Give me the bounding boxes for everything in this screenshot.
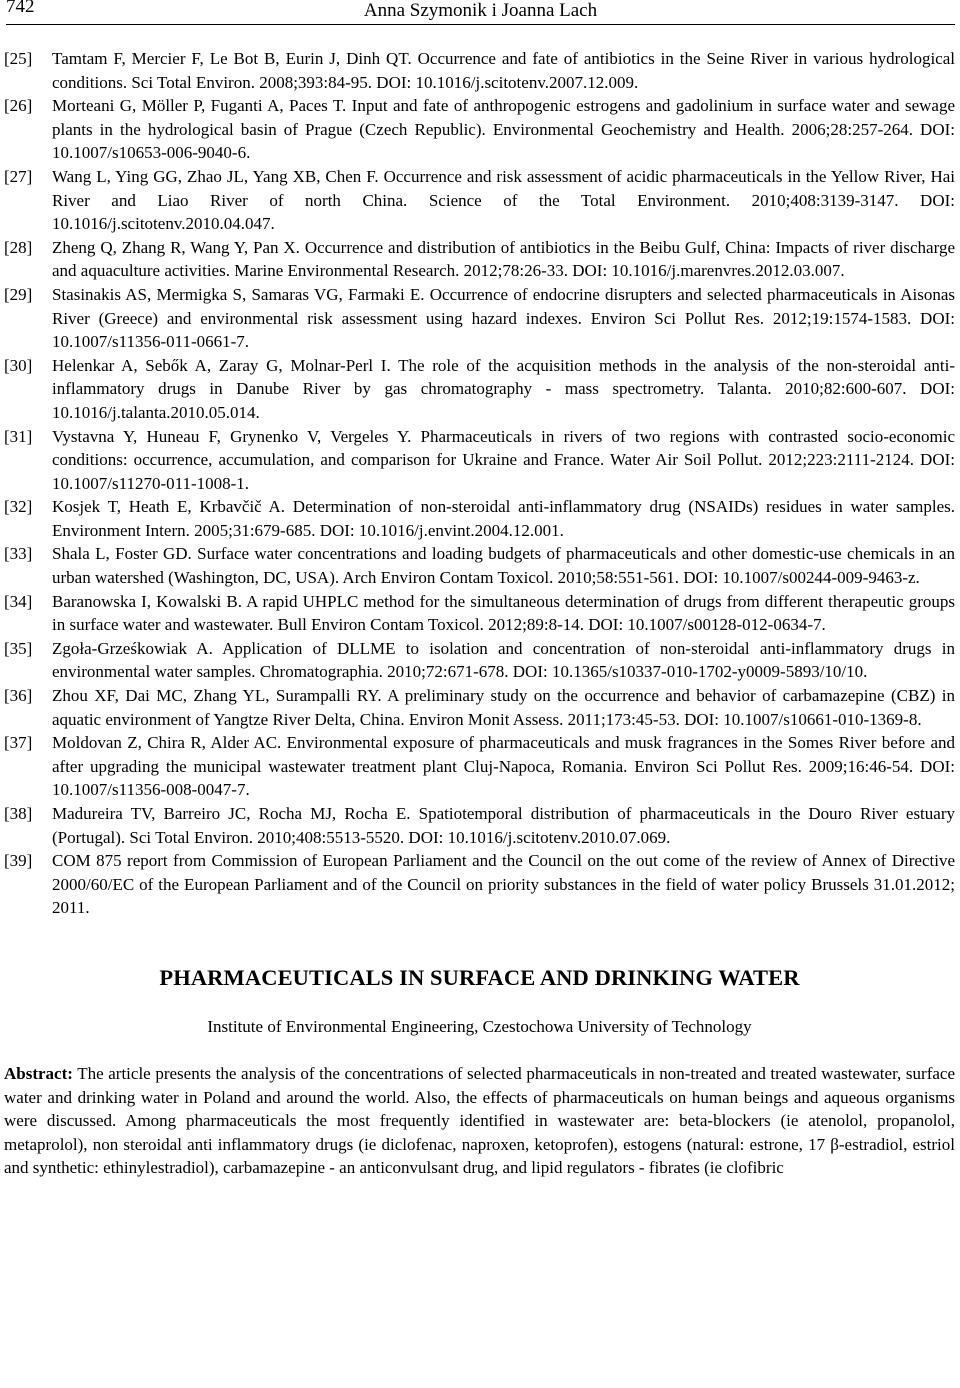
reference-text: Zgoła-Grześkowiak A. Application of DLLME to isolation and concentration of non-steroidal anti-inflammatory drugs in environmental water samples. Chromatographia. 2010;72:671-678. DOI: 10.1365/s10337-010-1702-y0009-5893/10/10. — [52, 638, 955, 682]
affiliation: Institute of Environmental Engineering, Czestochowa University of Technology — [207, 1016, 752, 1036]
reference-item — [4, 684, 955, 731]
reference-number: [37] — [4, 733, 33, 753]
reference-text: Morteani G, Möller P, Fuganti A, Paces T. Input and fate of anthropogenic estrogens and gadolinium in surface water and sewage plants in the hydrological basin of Prague (Czech Republic). Environmental Geochemistry and Health. 2006;28:257-264. DOI: 10.1007/s10653-006-9040-6. — [52, 96, 955, 163]
article-title: PHARMACEUTICALS IN SURFACE AND DRINKING WATER — [159, 964, 800, 990]
reference-number: [31] — [4, 426, 33, 446]
reference-item — [4, 165, 955, 236]
reference-number: [33] — [4, 544, 33, 564]
page-number: 742 — [6, 0, 35, 17]
reference-number: [32] — [4, 497, 33, 517]
reference-item — [4, 802, 955, 849]
reference-text: COM 875 report from Commission of European Parliament and the Council on the out come of the review of Annex of Directive 2000/60/EC of the European Parliament and of the Council on priority substances in the field of water policy Brussels 31.01.2012; 2011. — [52, 851, 955, 918]
reference-number: [36] — [4, 686, 33, 706]
abstract-text: The article presents the analysis of the concentrations of selected pharmaceuticals in non-treated and treated wastewater, surface water and drinking water in Poland and around the world. Also, the effects of pharmaceuticals on human beings and aqueous organisms were discussed. Among pharmaceuticals the most frequently identified in wastewater are: beta-blockers (ie atenolol, propanolol, metaprolol), non steroidal anti inflammatory drugs (ie diclofenac, naproxen, ketoprofen), estogens (natural: estrone, 17 β-estradiol, estriol and synthetic: ethinylestradiol), carbamazepine - an anticonvulsant drug, and lipid regulators - fibrates (ie clofibric — [4, 1063, 955, 1178]
abstract-label: Abstract: — [4, 1063, 73, 1083]
reference-number: [35] — [4, 638, 33, 658]
reference-number: [25] — [4, 49, 33, 68]
reference-number: [30] — [4, 355, 33, 375]
reference-text: Vystavna Y, Huneau F, Grynenko V, Vergeles Y. Pharmaceuticals in rivers of two regions with contrasted socio-economic conditions: occurrence, accumulation, and comparison for Ukraine and France. Water Air Soil Pollut. 2012;223:2111-2124. DOI: 10.1007/s11270-011-1008-1. — [52, 426, 955, 493]
reference-text: Madureira TV, Barreiro JC, Rocha MJ, Rocha E. Spatiotemporal distribution of pharmaceuticals in the Douro River estuary (Portugal). Sci Total Environ. 2010;408:5513-5520. DOI: 10.1016/j.scitotenv.2010.07.069. — [52, 804, 955, 847]
reference-number: [28] — [4, 237, 33, 257]
reference-item — [4, 637, 955, 684]
reference-text: Moldovan Z, Chira R, Alder AC. Environmental exposure of pharmaceuticals and musk fragrances in the Somes River before and after upgrading the municipal wastewater treatment plant Cluj-Napoca, Romania. Environ Sci Pollut Res. 2009;16:46-54. DOI: 10.1007/s11356-008-0047-7. — [52, 733, 955, 800]
reference-number: [27] — [4, 166, 33, 186]
reference-list — [4, 47, 955, 920]
reference-item — [4, 283, 955, 354]
reference-text: Tamtam F, Mercier F, Le Bot B, Eurin J, Dinh QT. Occurrence and fate of antibiotics in the Seine River in various hydrological conditions. Sci Total Environ. 2008;393:84-95. DOI: 10.1016/j.scitotenv.2007.12.009. — [52, 49, 955, 92]
reference-text: Shala L, Foster GD. Surface water concentrations and loading budgets of pharmaceuticals and other domestic-use chemicals in an urban watershed (Washington, DC, USA). Arch Environ Contam Toxicol. 2010;58:551-561. DOI: 10.1007/s00244-009-9463-z. — [52, 544, 955, 588]
abstract — [4, 1062, 955, 1180]
reference-text: Zhou XF, Dai MC, Zhang YL, Surampalli RY. A preliminary study on the occurrence and behavior of carbamazepine (CBZ) in aquatic environment of Yangtze River Delta, China. Environ Monit Assess. 2011;173:45-53. DOI: 10.1007/s10661-010-1369-8. — [52, 686, 955, 729]
reference-text: Stasinakis AS, Mermigka S, Samaras VG, Farmaki E. Occurrence of endocrine disrupters and selected pharmaceuticals in Aisonas River (Greece) and environmental risk assessment using hazard indexes. Environ Sci Pollut Res. 2012;19:1574-1583. DOI: 10.1007/s11356-011-0661-7. — [52, 284, 955, 352]
reference-item — [4, 236, 955, 283]
reference-item — [4, 590, 955, 637]
reference-item — [4, 542, 955, 589]
reference-text: Baranowska I, Kowalski B. A rapid UHPLC method for the simultaneous determination of drugs from different therapeutic groups in surface water and wastewater. Bull Environ Contam Toxicol. 2012;89:8-14. DOI: 10.1007/s00128-012-0634-7. — [52, 591, 955, 635]
running-head-authors: Anna Szymonik i Joanna Lach — [363, 0, 598, 21]
reference-text: Helenkar A, Sebők A, Zaray G, Molnar-Perl I. The role of the acquisition methods in the analysis of the non-steroidal anti-inflammatory drugs in Danube River by gas chromatography - mass spectrometry. Talanta. 2010;82:600-607. DOI: 10.1016/j.talanta.2010.05.014. — [52, 355, 955, 422]
reference-number: [38] — [4, 804, 33, 823]
reference-item — [4, 354, 955, 425]
reference-text: Kosjek T, Heath E, Krbavčič A. Determination of non-steroidal anti-inflammatory drug (NSAIDs) residues in water samples. Environment Intern. 2005;31:679-685. DOI: 10.1016/j.envint.2004.12.001. — [52, 497, 955, 540]
reference-number: [29] — [4, 284, 33, 304]
running-header — [6, 0, 955, 25]
reference-item — [4, 425, 955, 496]
reference-number: [34] — [4, 591, 33, 611]
reference-item — [4, 731, 955, 802]
reference-number: [39] — [4, 851, 33, 871]
reference-item — [4, 47, 955, 94]
reference-item — [4, 94, 955, 165]
reference-item — [4, 849, 955, 920]
reference-text: Wang L, Ying GG, Zhao JL, Yang XB, Chen F. Occurrence and risk assessment of acidic pharmaceuticals in the Yellow River, Hai River and Liao River of north China. Science of the Total Environment. 2010;408:3139-3147. DOI: 10.1016/j.scitotenv.2010.04.047. — [52, 166, 955, 234]
reference-text: Zheng Q, Zhang R, Wang Y, Pan X. Occurrence and distribution of antibiotics in the Beibu Gulf, China: Impacts of river discharge and aquaculture activities. Marine Environmental Research. 2012;78:26-33. DOI: 10.1016/j.marenvres.2012.03.007. — [52, 237, 955, 281]
reference-item — [4, 495, 955, 542]
reference-number: [26] — [4, 96, 33, 116]
